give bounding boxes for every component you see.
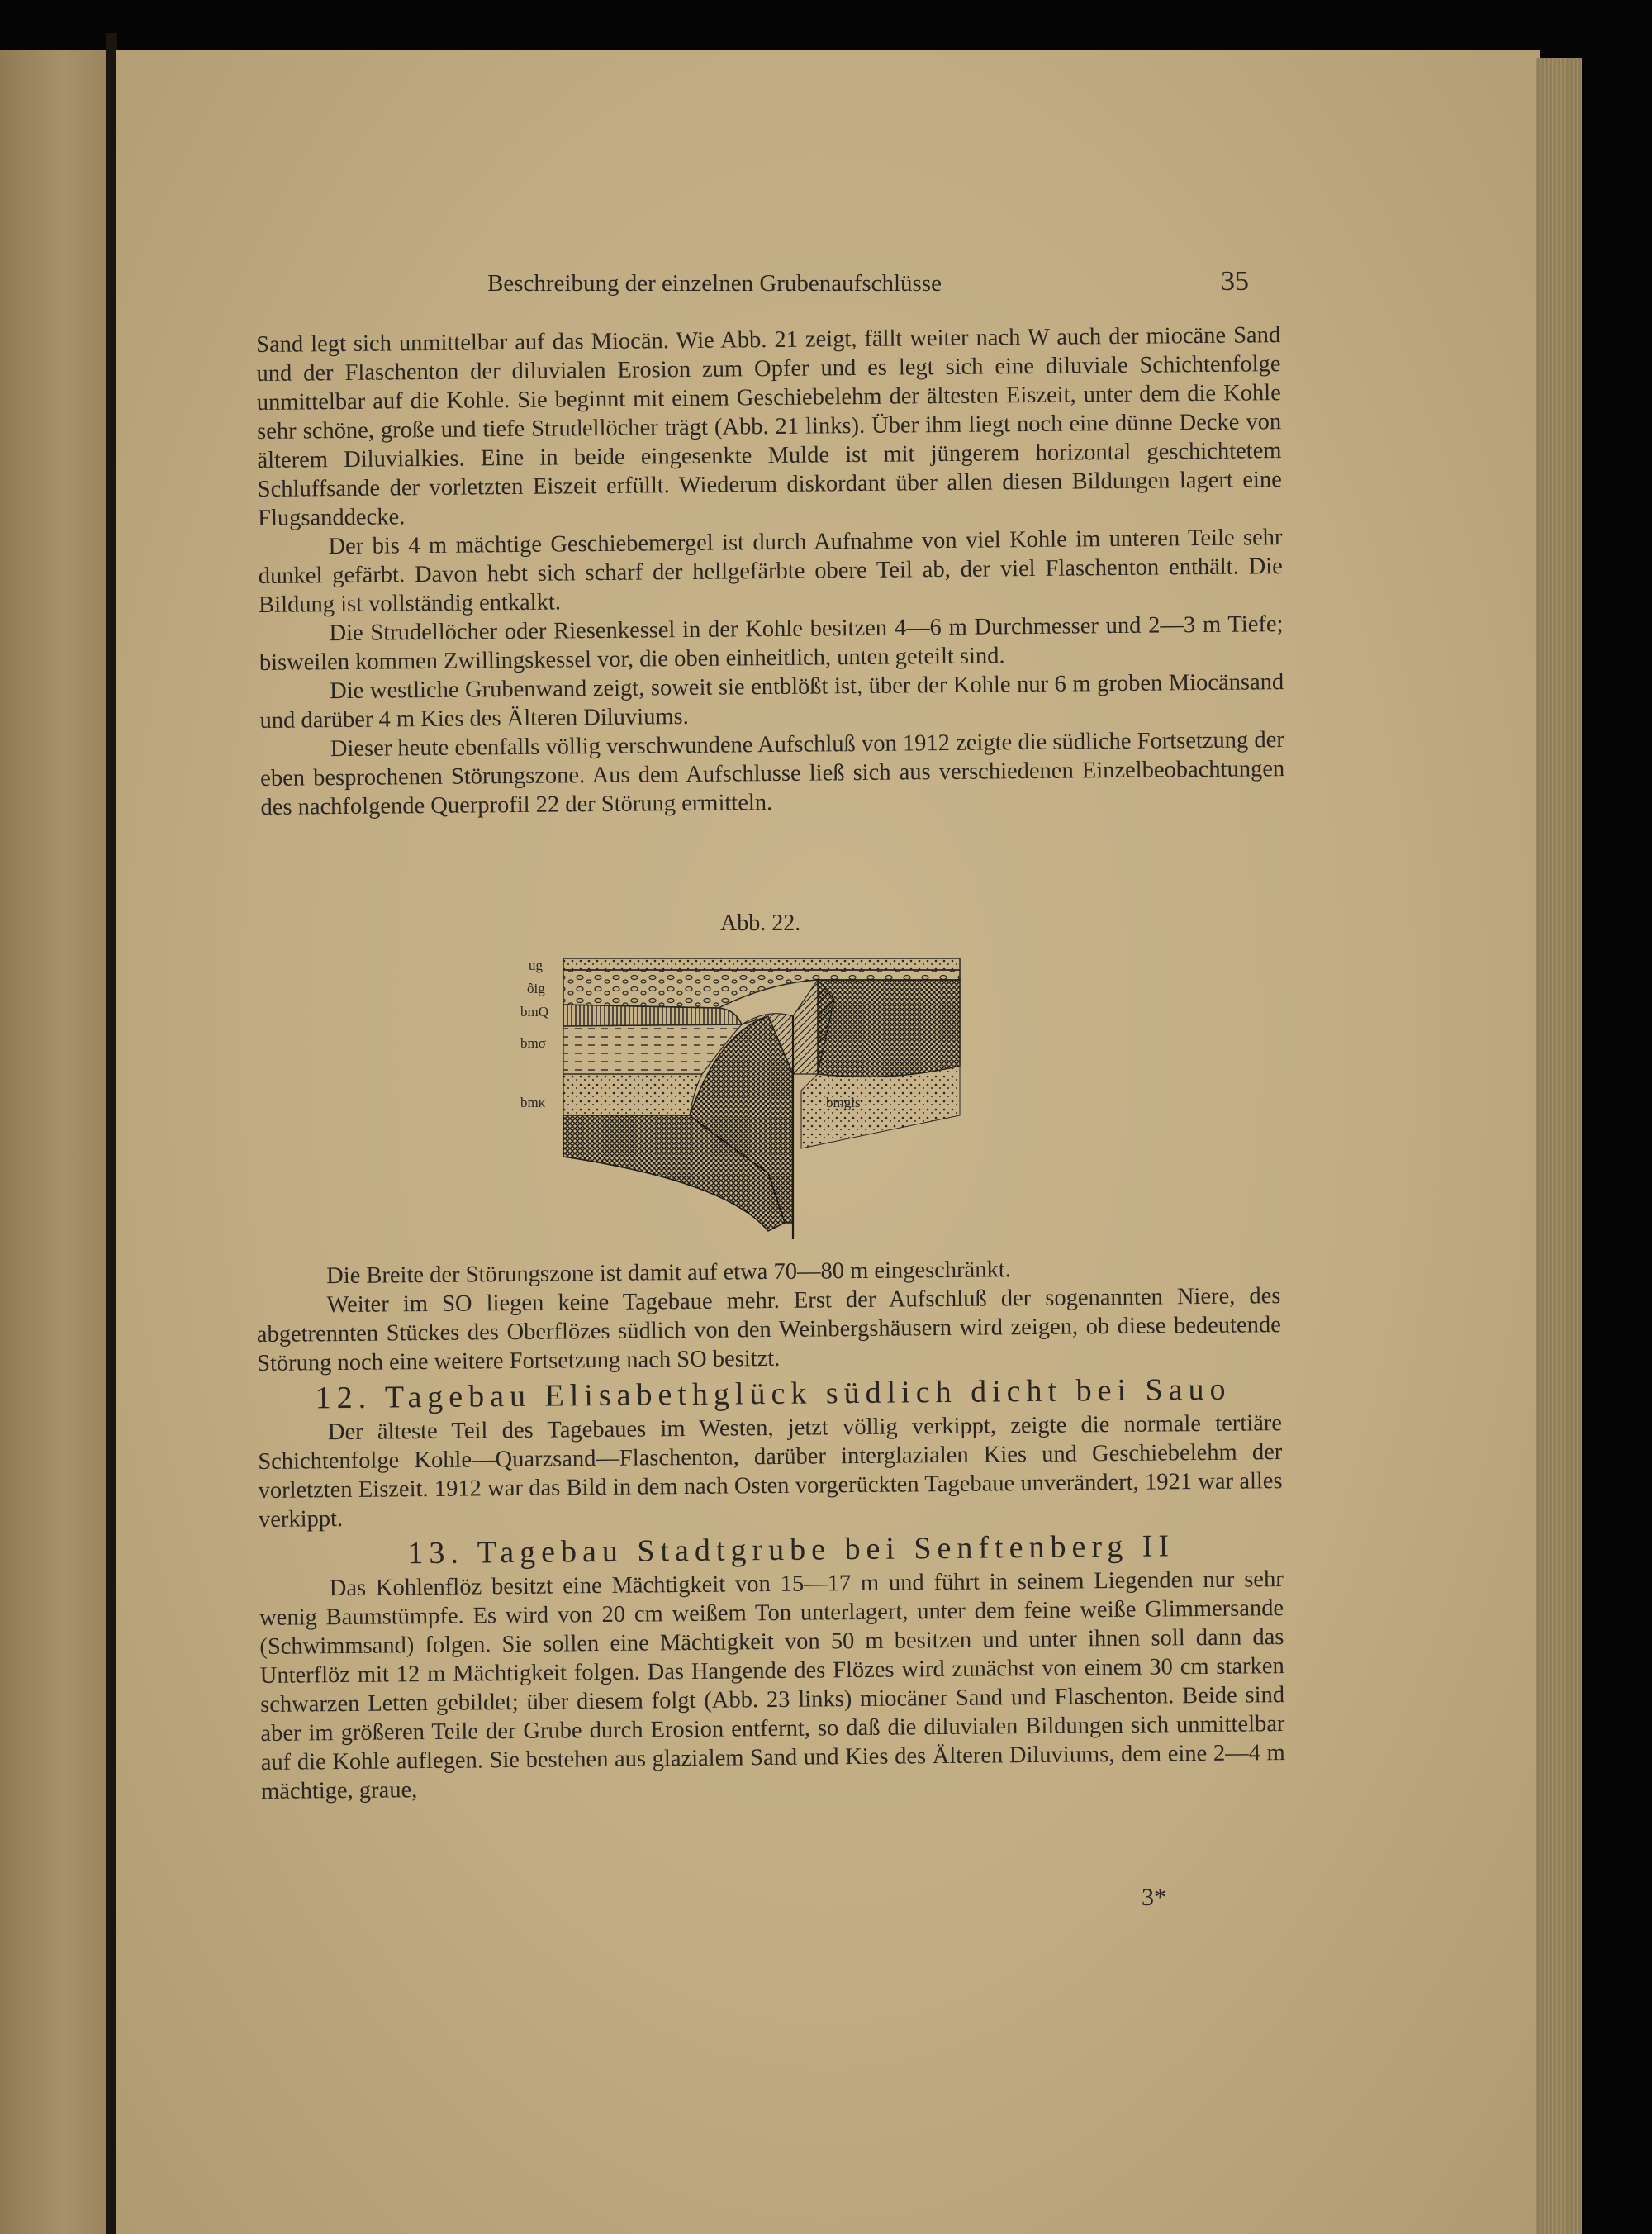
layer-sand-right bbox=[801, 1066, 960, 1148]
paragraph: Die Breite der Störungszone ist damit auf etwa 70—80 m eingeschränkt. bbox=[326, 1257, 1011, 1290]
text-block-upper bbox=[256, 321, 1285, 822]
page-number: 35 bbox=[1221, 266, 1249, 297]
left-page-edge bbox=[0, 50, 107, 2234]
layer-mergel bbox=[563, 1005, 742, 1026]
page-edges bbox=[1536, 58, 1582, 2234]
figure-caption: Abb. 22. bbox=[720, 910, 801, 936]
section-13-title: 13. Tagebau Stadtgrube bei Senftenberg II bbox=[407, 1528, 1175, 1571]
cross-section-figure bbox=[520, 950, 983, 1248]
layer-label-bmgls: bmgls bbox=[826, 1095, 861, 1110]
text-block-lower bbox=[256, 1252, 1285, 1806]
layer-label: bmσ bbox=[520, 1035, 546, 1051]
paragraph: Die Strudellöcher oder Riesenkessel in der Kohle besitzen 4—6 m Durchmesser und 2—3 m Tiefe; bisweilen kommen Zwillingskessel vor, die oben einheitlich, unten geteilt sind. bbox=[259, 611, 1284, 676]
layer-label: bmκ bbox=[520, 1095, 546, 1110]
signature-mark: 3* bbox=[1142, 1884, 1166, 1911]
section-12-title: 12. Tagebau Elisabethglück südlich dicht bei Sauo bbox=[315, 1371, 1232, 1416]
paragraph: Der bis 4 m mächtige Geschiebemergel ist durch Aufnahme von viel Kohle im unteren Teile sehr dunkel gefärbt. Davon hebt sich scharf der hellgefärbte obere Teil ab, der viel Flaschenton enthält. Die Bildung ist vollständig entkalkt. bbox=[258, 525, 1283, 618]
layer-label: ôig bbox=[527, 981, 545, 996]
layer-label: ug bbox=[529, 958, 543, 973]
section-13-text: Das Kohlenflöz besitzt eine Mächtigkeit von 15—17 m und führt in seinem Liegenden nur sehr wenig Baumstümpfe. Es wird von 20 cm weißem Ton unterlagert, unter dem feine weiße Glimmersande (Schwimmsand) folgen. Sie sollen eine Mächtigkeit von 50 m besitzen und unter ihnen soll dann das Unterflöz mit 12 m Mächtigkeit folgen. Das Hangende des Flözes wird zunächst von einem 30 cm starken schwarzen Letten gebildet; über diesem folgt (Abb. 23 links) miocäner Sand und Flaschenton. Beide sind aber im größeren Teile der Grube durch Erosion entfernt, so daß die diluvialen Bildungen sich unmittelbar auf die Kohle auflegen. Sie bestehen aus glazialem Sand und Kies des Älteren Diluviums, dem eine 2—4 m mächtige, graue, bbox=[259, 1566, 1285, 1804]
section-12-text: Der älteste Teil des Tagebaues im Westen, jetzt völlig verkippt, zeigte die normale tertiäre Schichtenfolge Kohle—Quarzsand—Flaschenton, darüber interglazialen Kies und Geschiebelehm der vorletzten Eiszeit. 1912 war das Bild in dem nach Osten vorgerückten Tagebaue unverändert, 1921 war alles verkippt. bbox=[258, 1410, 1283, 1533]
layer-coal-right bbox=[818, 980, 960, 1077]
paragraph: Dieser heute ebenfalls völlig verschwundene Aufschluß von 1912 zeigte die südliche Fortsetzung der eben besprochenen Störungszone. Aus dem Aufschlusse ließ sich aus verschiedenen Einzelbeobachtungen des nachfolgende Querprofil 22 der Störung ermitteln. bbox=[260, 727, 1285, 820]
paragraph: Sand legt sich unmittelbar auf das Miocän. Wie Abb. 21 zeigt, fällt weiter nach W auch der miocäne Sand und der Flaschenton der diluvialen Erosion zum Opfer und es legt sich eine diluviale Schichtenfolge unmittelbar auf die Kohle. Sie beginnt mit einem Geschiebelehm der ältesten Eiszeit, unter dem die Kohle sehr schöne, große und tiefe Strudellöcher trägt (Abb. 21 links). Über ihm liegt noch eine dünne Decke von älterem Diluvialkies. Eine in beide eingesenkte Mulde ist mit jüngerem horizontal geschichtetem Schluffsande der vorletzten Eiszeit erfüllt. Wiederum diskordant über allen diesen Bildungen lagert eine Flugsanddecke. bbox=[256, 322, 1282, 531]
layer-flugsand bbox=[563, 958, 960, 970]
paragraph: Weiter im SO liegen keine Tagebaue mehr. Erst der Aufschluß der sogenannten Niere, des abgetrennten Stückes des Oberflözes südlich von den Weinbergshäusern wird zeigen, ob diese bedeutende Störung noch eine weitere Fortsetzung nach SO besitzt. bbox=[256, 1283, 1281, 1376]
paragraph: Die westliche Grubenwand zeigt, soweit sie entblößt ist, über der Kohle nur 6 m groben Miocänsand und darüber 4 m Kies des Älteren Diluviums. bbox=[259, 669, 1284, 734]
layer-sand-lower bbox=[563, 1074, 702, 1115]
running-header: Beschreibung der einzelnen Grubenaufschlüsse bbox=[487, 270, 942, 297]
layer-label: bmQ bbox=[520, 1004, 548, 1020]
